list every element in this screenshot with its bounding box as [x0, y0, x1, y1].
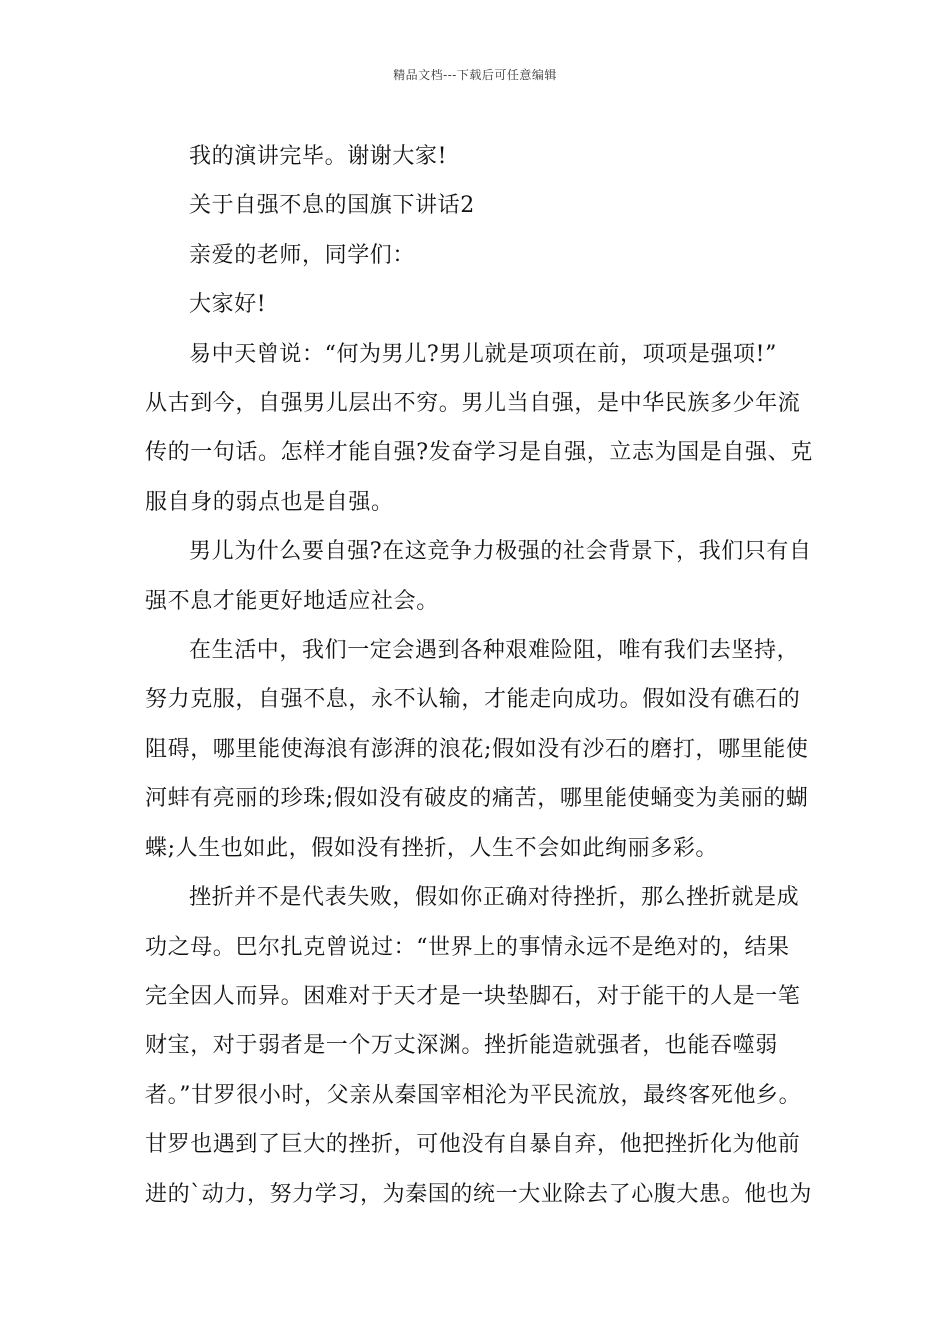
document-body — [145, 132, 825, 1219]
text-line: 甘罗也遇到了巨大的挫折，可他没有自暴自弃，他把挫折化为他前 — [145, 1132, 801, 1158]
text-line: 在生活中，我们一定会遇到各种艰难险阻，唯有我们去坚持， — [189, 638, 800, 664]
text-line: 进的`动力，努力学习，为秦国的统一大业除去了心腹大患。他也为 — [145, 1181, 813, 1207]
text-line: 努力克服，自强不息，永不认输，才能走向成功。假如没有礁石的 — [145, 687, 801, 713]
text-line: 亲爱的老师，同学们： — [189, 242, 416, 268]
text-line: 完全因人而异。困难对于天才是一块垫脚石，对于能干的人是一笔 — [145, 983, 801, 1009]
text-line: 河蚌有亮丽的珍珠;假如没有破皮的痛苦，哪里能使蛹变为美丽的蝴 — [145, 786, 809, 812]
text-line: 我的演讲完毕。谢谢大家! — [189, 144, 448, 169]
text-line: 功之母。巴尔扎克曾说过：“世界上的事情永远不是绝对的，结果 — [145, 934, 790, 960]
text-line: 大家好! — [189, 292, 267, 318]
section-title — [145, 181, 825, 230]
text-line: 蝶;人生也如此，假如没有挫折，人生不会如此绚丽多彩。 — [145, 835, 719, 861]
text-line: 者。”甘罗很小时，父亲从秦国宰相沦为平民流放，最终客死他乡。 — [145, 1082, 802, 1108]
text-line: 传的一句话。怎样才能自强?发奋学习是自强，立志为国是自强、克 — [145, 440, 813, 466]
paragraph — [145, 626, 825, 873]
text-line: 关于自强不息的国旗下讲话2 — [189, 193, 475, 219]
text-line: 财宝，对于弱者是一个万丈深渊。挫折能造就强者，也能吞噬弱 — [145, 1033, 778, 1059]
text-line: 挫折并不是代表失败，假如你正确对待挫折，那么挫折就是成 — [189, 885, 800, 911]
paragraph — [145, 231, 825, 280]
paragraph — [145, 132, 825, 181]
text-line: 从古到今，自强男儿层出不穷。男儿当自强，是中华民族多少年流 — [145, 391, 801, 417]
text-line: 服自身的弱点也是自强。 — [145, 489, 394, 515]
paragraph — [145, 330, 825, 528]
text-line: 男儿为什么要自强?在这竞争力极强的社会背景下，我们只有自 — [189, 539, 812, 565]
page-header: 精品文档---下载后可任意编辑 — [393, 68, 557, 82]
paragraph — [145, 527, 825, 626]
text-line: 强不息才能更好地适应社会。 — [145, 588, 439, 614]
paragraph — [145, 280, 825, 329]
paragraph — [145, 873, 825, 1219]
text-line: 阻碍，哪里能使海浪有澎湃的浪花;假如没有沙石的磨打，哪里能使 — [145, 736, 809, 762]
text-line: 易中天曾说：“何为男儿?男儿就是项项在前，项项是强项!” — [189, 341, 777, 367]
